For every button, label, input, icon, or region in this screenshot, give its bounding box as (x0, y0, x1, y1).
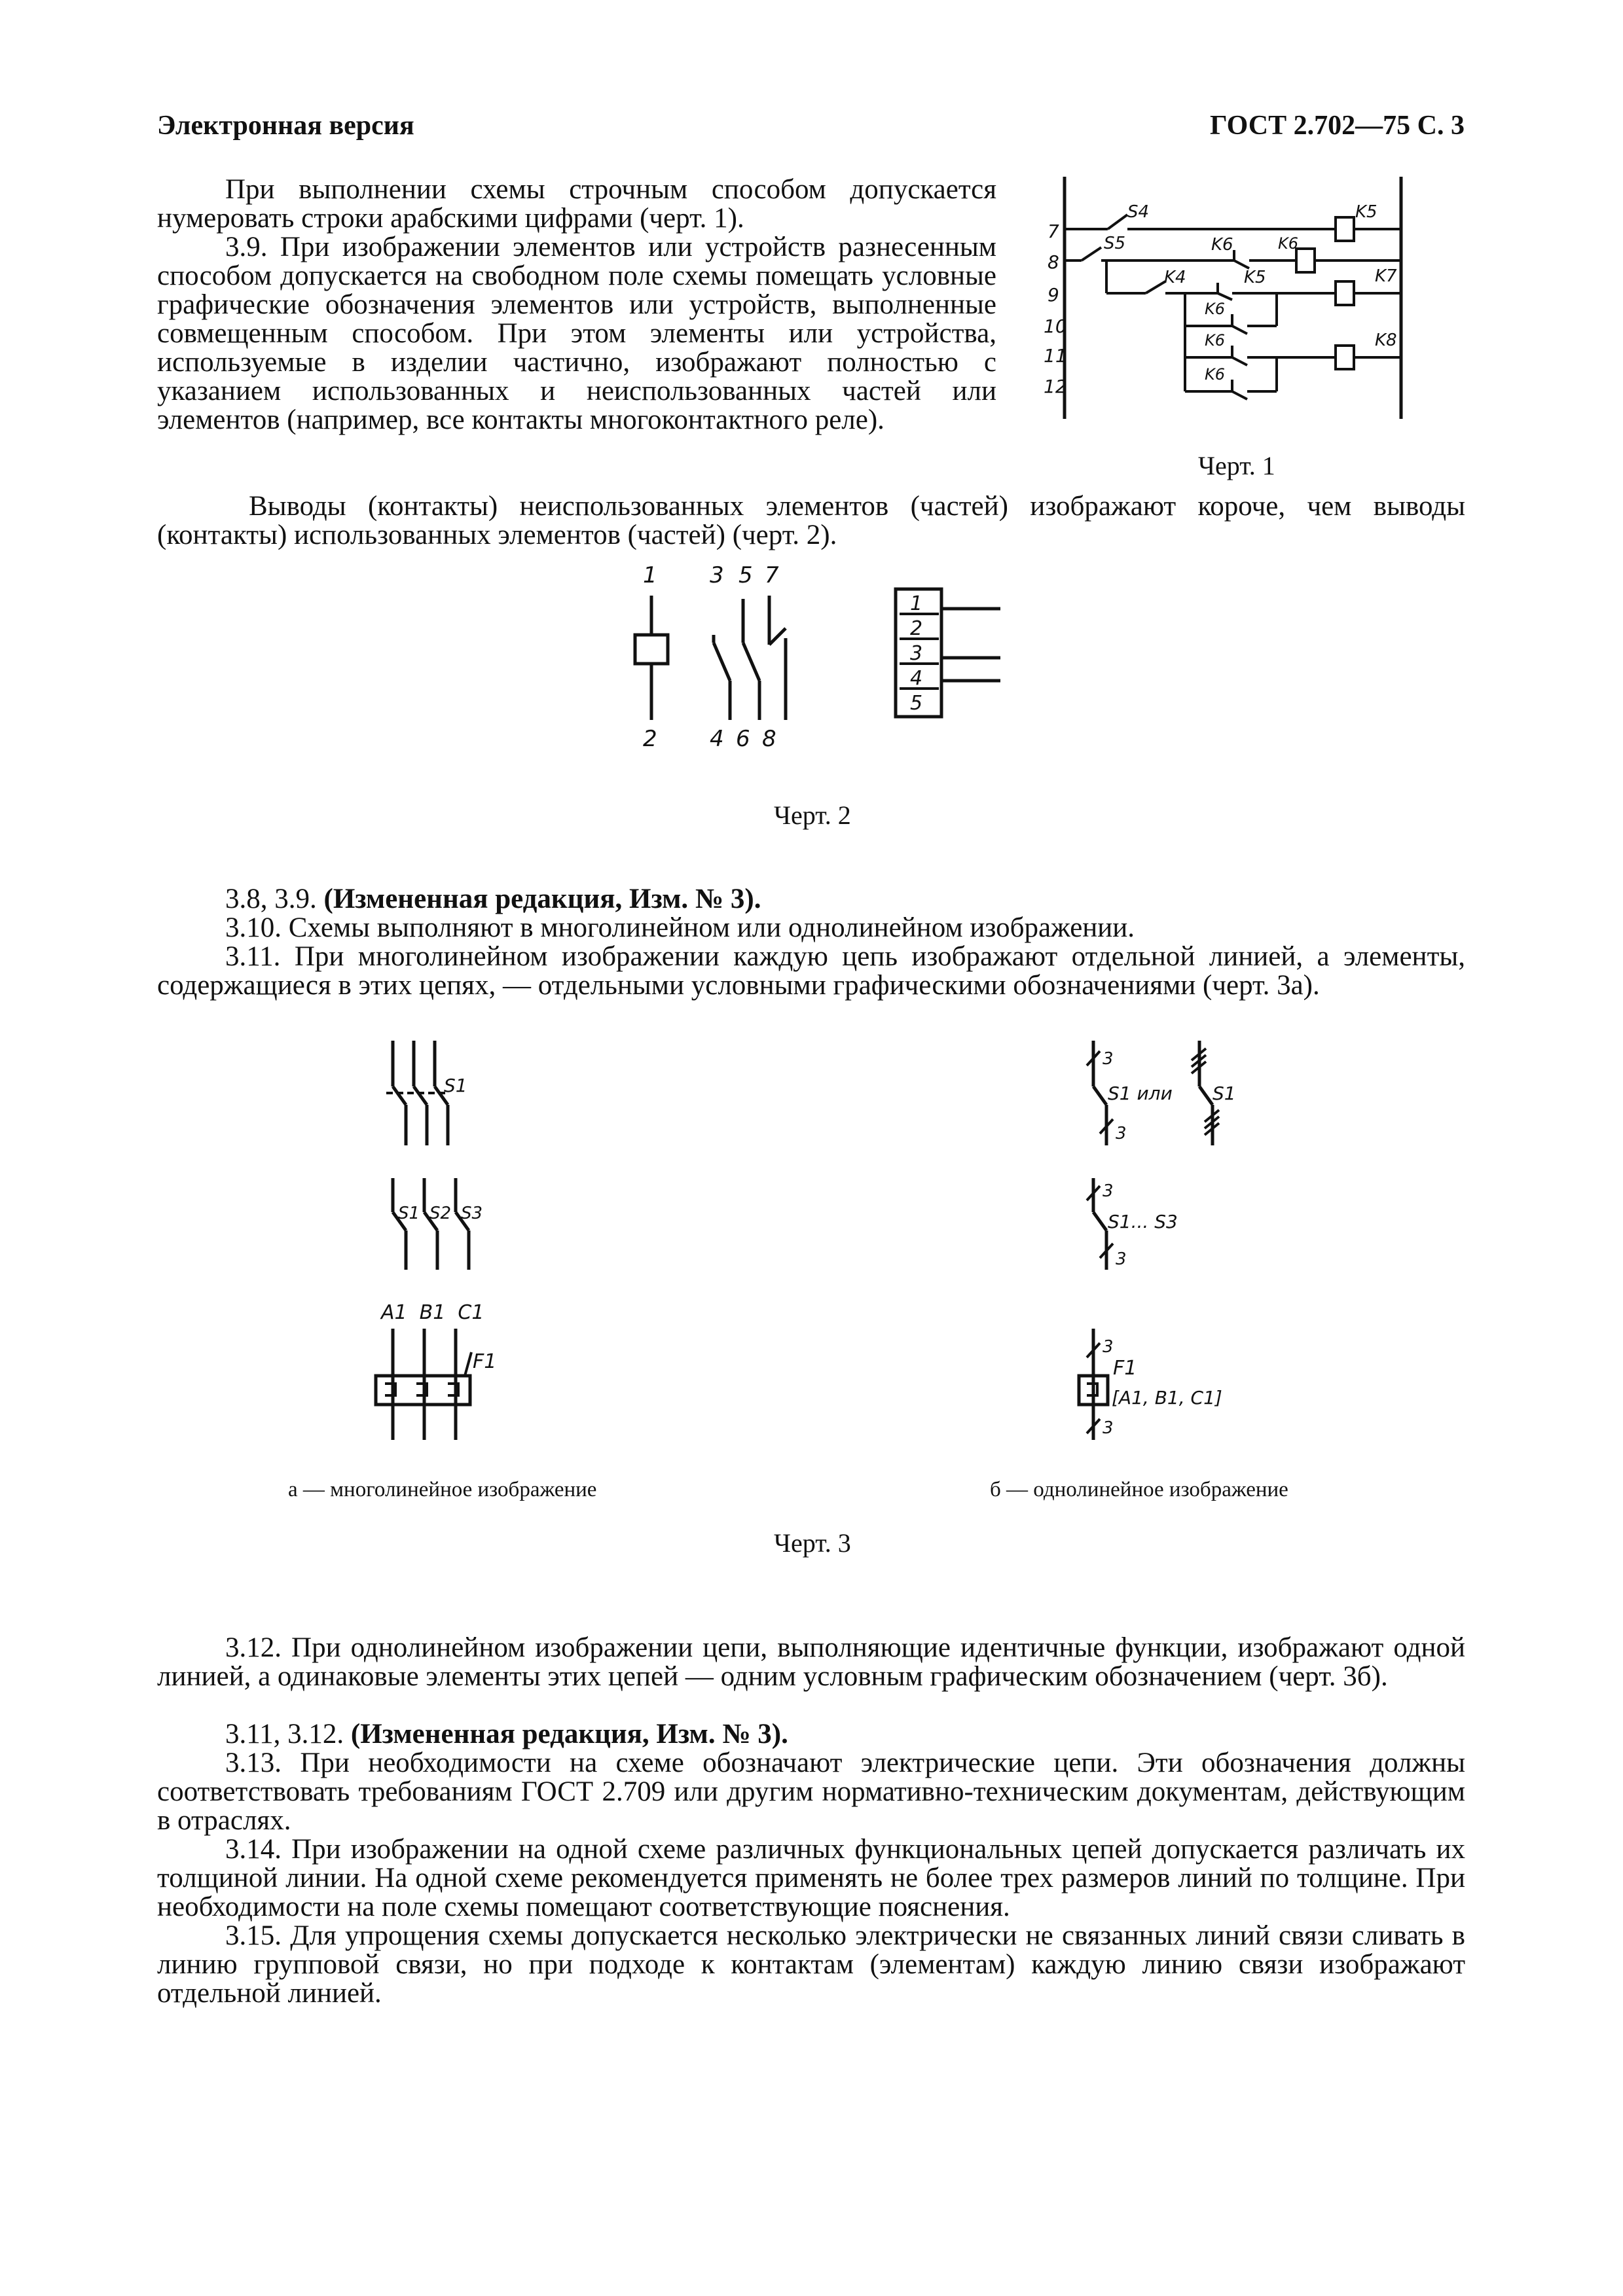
row-number: 7 (1048, 221, 1059, 242)
contact-label: K5 (1244, 268, 1266, 287)
row-number: 9 (1048, 284, 1059, 306)
switch-label: S2 (429, 1204, 452, 1223)
wire-count: 3 (1103, 1181, 1114, 1201)
coil-label: K7 (1375, 266, 1397, 286)
figure-2-diagram (629, 563, 1048, 759)
paragraph-3-12: 3.12. При однолинейном изображении цепи, выполняющие идентичные функции, изображают одной линией, а одинаковые элементы этих цепей — одним условным графическим обозначением (черт. 3б). (157, 1632, 1465, 1692)
paragraph-3-9: 3.9. При изображении элементов или устройств разнесенным способом допускается на свободном поле схемы помещать условные графические обозначения элементов или устройств, выполненные совмещенным способом. При этом элементы или устройства, используемые в изделии частично, изображают полностью с указанием использованных и неиспользованных частей или элементов (например, все контакты многоконтактного реле). (157, 232, 996, 435)
terminal-label: 1 (643, 562, 657, 588)
figure-1-ladder-diagram (1044, 177, 1397, 452)
row-number: 12 (1044, 376, 1067, 397)
figure-3b-single-line-diagram (1061, 1041, 1336, 1446)
pin-label: 4 (910, 667, 923, 690)
coil-label: K6 (1278, 234, 1299, 253)
switch-label: S1 (398, 1204, 420, 1223)
terminal-label: 5 (739, 562, 753, 588)
fuse-label: F1 (1113, 1357, 1137, 1380)
paragraph-3-13: 3.13. При необходимости на схеме обозначают электрические цепи. Эти обозначения должны соответствовать требованиям ГОСТ 2.709 или другим нормативно-техническим документам, действующим в отраслях. (157, 1748, 1465, 1836)
figure-3b-caption: б — однолинейное изображение (990, 1478, 1288, 1501)
figure-3a-multiline-diagram (367, 1041, 537, 1446)
fuse-phases: [A1, B1, C1] (1112, 1387, 1222, 1408)
wire-count: 3 (1103, 1337, 1114, 1357)
switch-label: S1 (444, 1075, 467, 1096)
wire-count: 3 (1103, 1049, 1114, 1069)
contact-label: K6 (1211, 235, 1233, 255)
terminal-label: 2 (643, 726, 657, 752)
contact-label: K6 (1205, 300, 1226, 318)
switch-label: S3 (461, 1204, 483, 1223)
pin-label: 2 (910, 617, 923, 640)
wire-count: 3 (1116, 1249, 1127, 1269)
contact-label: K6 (1205, 331, 1226, 350)
paragraph-3-11: 3.11. При многолинейном изображении каждую цепь изображают отдельной линией, а элементы, содержащиеся в этих цепях, — отдельными условными графическими обозначениями (черт. 3а). (157, 941, 1465, 1001)
header-left: Электронная версия (157, 111, 414, 141)
terminal-label: 7 (765, 562, 779, 588)
figure-3-caption: Черт. 3 (774, 1528, 851, 1558)
wire-count: 3 (1116, 1124, 1127, 1143)
row-number: 10 (1044, 315, 1067, 337)
pin-label: 1 (910, 592, 923, 615)
terminal-label: 6 (736, 726, 750, 752)
paragraph-3-15: 3.15. Для упрощения схемы допускается несколько электрически не связанных линий связи сливать в линию групповой связи, но при подходе к контактам (элементам) каждую линию связи изображают отдельной линией. (157, 1920, 1465, 2009)
paragraph-outputs: Выводы (контакты) неиспользованных элементов (частей) изображают короче, чем выводы (контакты) использованных элементов (частей) (черт. 2). (157, 491, 1465, 550)
pin-label: 5 (910, 692, 923, 715)
contact-label: S5 (1104, 234, 1126, 253)
row-number: 8 (1048, 251, 1059, 273)
paragraph-3-10: 3.10. Схемы выполняют в многолинейном или однолинейном изображении. (225, 912, 1135, 943)
figure-3a-caption: а — многолинейное изображение (288, 1478, 597, 1501)
contact-label: S4 (1127, 202, 1150, 222)
switch-label: S1 (1213, 1083, 1236, 1104)
amendment-3-8-3-9: 3.8, 3.9. (Измененная редакция, Изм. № 3). (225, 884, 761, 914)
paragraph-row-numbering: При выполнении схемы строчным способом допускается нумеровать строки арабскими цифрами (черт. 1). (157, 174, 996, 234)
fuse-label: F1 (473, 1350, 497, 1373)
switch-or-label: S1 или (1108, 1083, 1173, 1104)
coil-label: K8 (1375, 331, 1397, 350)
switch-range-label: S1... S3 (1108, 1211, 1178, 1232)
coil-label: K5 (1355, 202, 1377, 222)
wire-count: 3 (1103, 1418, 1114, 1438)
pin-label: 3 (910, 642, 923, 665)
contact-label: K6 (1205, 365, 1226, 384)
contact-label: K4 (1164, 268, 1186, 287)
phase-labels: A1 B1 C1 (381, 1301, 484, 1324)
header-right: ГОСТ 2.702—75 С. 3 (1209, 111, 1465, 141)
amendment-3-11-3-12: 3.11, 3.12. (Измененная редакция, Изм. № 3). (225, 1719, 788, 1749)
terminal-label: 4 (710, 726, 724, 752)
paragraph-3-14: 3.14. При изображении на одной схеме различных функциональных цепей допускается различать их толщиной линии. На одной схеме рекомендуется применять не более трех размеров линий по толщине. При необходимости на поле схемы помещают соответствующие пояснения. (157, 1834, 1465, 1922)
terminal-label: 8 (762, 726, 776, 752)
row-number: 11 (1044, 345, 1067, 367)
figure-1-caption: Черт. 1 (1198, 451, 1275, 480)
terminal-label: 3 (710, 562, 724, 588)
figure-2-caption: Черт. 2 (774, 800, 851, 830)
